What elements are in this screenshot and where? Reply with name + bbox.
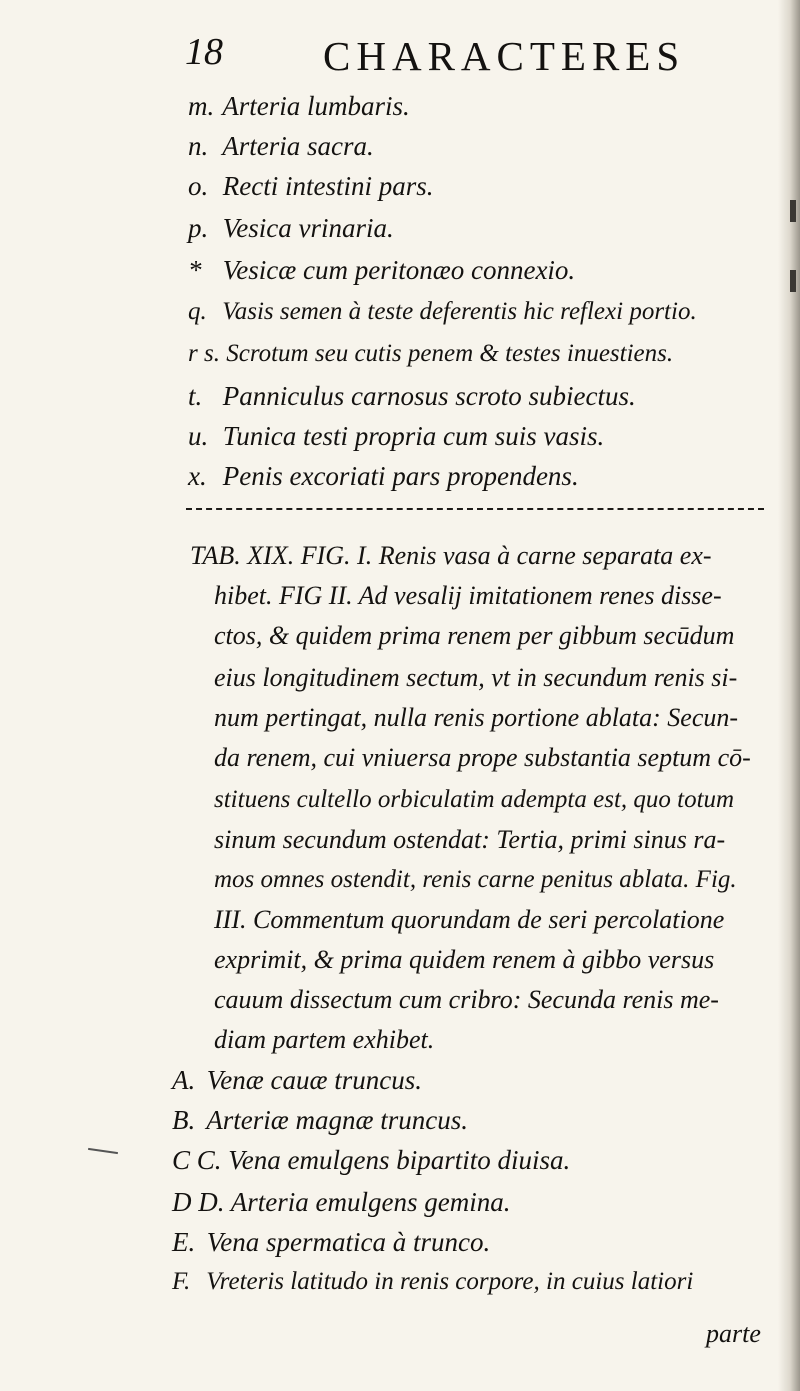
section-divider — [186, 508, 764, 510]
legend-item — [172, 1102, 468, 1138]
page-number: 18 — [185, 31, 223, 73]
legend-key: r s. — [188, 340, 220, 367]
legend-key: q. — [188, 298, 207, 325]
legend-key: C C. — [172, 1145, 222, 1175]
paragraph-line: exprimit, & prima quidem renem à gibbo versus — [214, 945, 715, 974]
legend-item — [172, 1224, 490, 1260]
legend-key: A. — [172, 1065, 196, 1095]
paragraph-line: eius longitudinem sectum, vt in secundum renis si- — [214, 663, 738, 692]
legend-item — [172, 1142, 570, 1178]
legend-key: * — [188, 255, 202, 285]
legend-text: Arteria emulgens gemina. — [230, 1187, 511, 1217]
page-header — [185, 18, 695, 88]
paragraph-line: hibet. FIG II. Ad vesalij imitationem renes disse- — [214, 581, 722, 610]
legend-item — [188, 168, 433, 204]
paragraph-line: sinum secundum ostendat: Tertia, primi sinus ra- — [214, 825, 726, 854]
paragraph-line: III. Commentum quorundam de seri percolatione — [214, 905, 725, 934]
legend-item — [172, 1184, 510, 1220]
legend-item — [172, 1062, 422, 1098]
legend-item — [188, 336, 673, 372]
running-head: CHARACTERES — [323, 33, 686, 79]
paragraph-line: ctos, & quidem prima renem per gibbum secūdum — [214, 621, 735, 650]
legend-text: Tunica testi propria cum suis vasis. — [222, 421, 605, 451]
legend-key: x. — [188, 461, 207, 491]
paragraph-line: num pertingat, nulla renis portione ablata: Secun- — [214, 703, 739, 732]
legend-text: Recti intestini pars. — [222, 171, 434, 201]
legend-key: p. — [188, 213, 209, 243]
ink-mark — [88, 1148, 118, 1154]
legend-key: F. — [172, 1268, 191, 1295]
legend-key: o. — [188, 171, 209, 201]
legend-text: Vreteris latitudo in renis corpore, in cuius latiori — [206, 1268, 694, 1295]
legend-text: Arteriæ magnæ truncus. — [206, 1105, 469, 1135]
legend-text: Vena spermatica à trunco. — [206, 1227, 491, 1257]
paragraph-line: cauum dissectum cum cribro: Secunda renis me- — [214, 985, 719, 1014]
legend-item — [188, 252, 575, 288]
legend-item — [172, 1264, 693, 1300]
legend-item — [188, 418, 604, 454]
legend-item — [188, 88, 410, 124]
page-edge-shadow — [778, 0, 800, 1391]
legend-item — [188, 210, 394, 246]
legend-key: B. — [172, 1105, 196, 1135]
paragraph-line: mos omnes ostendit, renis carne penitus ablata. Fig. — [214, 866, 737, 893]
edge-mark — [790, 200, 796, 222]
legend-key: n. — [188, 131, 209, 161]
legend-text: Vasis semen à teste deferentis hic reflexi portio. — [222, 298, 697, 325]
legend-key: E. — [172, 1227, 196, 1257]
legend-text: Arteria lumbaris. — [222, 91, 410, 121]
legend-text: Scrotum seu cutis penem & testes inuestiens. — [226, 340, 674, 367]
catchword: parte — [706, 1319, 761, 1348]
legend-text: Panniculus carnosus scroto subiectus. — [222, 381, 636, 411]
legend-text: Vesica vrinaria. — [222, 213, 394, 243]
legend-item — [188, 128, 374, 164]
paragraph-line: diam partem exhibet. — [214, 1025, 435, 1054]
legend-text: Arteria sacra. — [222, 131, 374, 161]
legend-key: u. — [188, 421, 209, 451]
legend-text: Vesicæ cum peritonæo connexio. — [222, 255, 576, 285]
paragraph-line: TAB. XIX. FIG. I. Renis vasa à carne separata ex- — [190, 541, 712, 570]
legend-key: t. — [188, 381, 203, 411]
edge-mark — [790, 270, 796, 292]
legend-text: Venæ cauæ truncus. — [206, 1065, 422, 1095]
paragraph-line: da renem, cui vniuersa prope substantia septum cō- — [214, 743, 751, 772]
legend-item — [188, 458, 579, 494]
legend-key: D D. — [172, 1187, 225, 1217]
legend-item — [188, 378, 636, 414]
legend-text: Penis excoriati pars propendens. — [222, 461, 579, 491]
paragraph-line: stituens cultello orbiculatim adempta est, quo totum — [214, 786, 735, 813]
legend-item — [188, 294, 697, 330]
legend-key: m. — [188, 91, 215, 121]
legend-text: Vena emulgens bipartito diuisa. — [228, 1145, 571, 1175]
